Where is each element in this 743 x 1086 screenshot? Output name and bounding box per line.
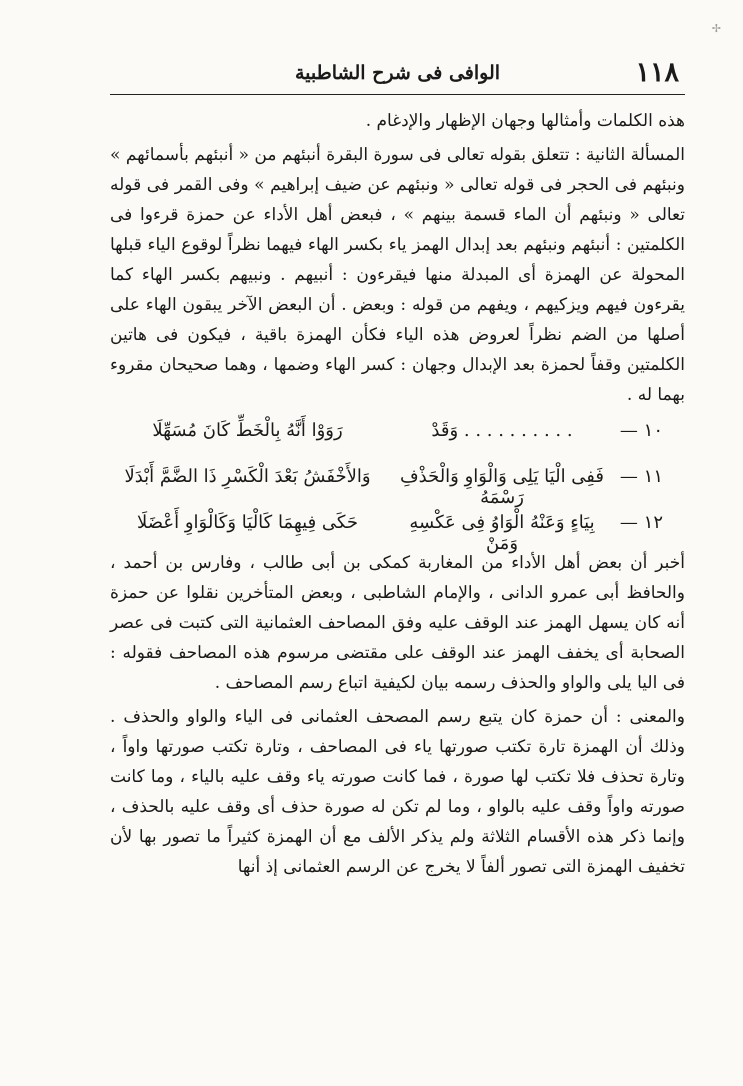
page-body bbox=[110, 106, 685, 882]
corner-mark: ✢ bbox=[711, 22, 721, 35]
verse-line bbox=[110, 410, 685, 456]
verse-line bbox=[110, 502, 685, 554]
paragraph-intro: هذه الكلمات وأمثالها وجهان الإظهار والإدغام . bbox=[365, 111, 685, 131]
verse-block bbox=[110, 410, 685, 554]
running-title: الوافى فى شرح الشاطبية bbox=[294, 62, 501, 84]
verse-hemistich-second: حَكَى فِيهِمَا كَالْيَا وَكَالْوَاوِ أَعْضَلَا bbox=[137, 512, 358, 533]
verse-hemistich-second: وَالأَخْفَشُ بَعْدَ الْكَسْرِ ذَا الضَّمَّ أَبْدَلَا bbox=[124, 466, 371, 487]
paragraph-explanation: أخبر أن بعض أهل الأداء من المغاربة كمكى بن أبى طالب ، وفارس بن أحمد ، والحافظ أبى عمرو الدانى ، والإمام الشاطبى ، وبعض المتأخرين نقلوا عن حمزة أنه كان يسهل الهمز عند الوقف عليه وفق المصاحف العثمانية التى كتبت فى عصر الصحابة أى يخفف الهمز عند الوقف على مقتضى مرسوم هذه المصاحف فقوله : فى اليا يلى والواو والحذف رسمه بيان لكيفية اتباع رسم المصاحف . bbox=[110, 553, 685, 693]
verse-line bbox=[110, 456, 685, 508]
page-number: ١١٨ bbox=[635, 57, 679, 88]
verse-number: ١١ — bbox=[619, 466, 663, 487]
paragraph-meaning: والمعنى : أن حمزة كان يتبع رسم المصحف العثمانى فى الياء والواو والحذف . وذلك أن الهمزة تارة تكتب صورتها ياء فى المصاحف ، وتارة تكتب صورتها واواً ، وتارة تحذف فلا تكتب لها صورة ، فما كانت صورته ياء وقف عليه بالياء ، وما كانت صورته واواً وقف عليه بالواو ، وما لم تكن له صورة حذف أى وقف عليه بالحذف ، وإنما ذكر هذه الأقسام الثلاثة ولم يذكر الألف مع أن الهمزة كثيراً ما تصور بها لأن تخفيف الهمزة التى تصور ألفاً لا يخرج عن الرسم العثمانى إذ أنها bbox=[110, 707, 685, 877]
verse-hemistich-first: . . . . . . . . . . وَقَدْ bbox=[431, 420, 573, 441]
verse-hemistich-second: رَوَوْا أَنَّهُ بِالْخَطِّ كَانَ مُسَهِّلَا bbox=[152, 420, 343, 441]
verse-number: ١٠ — bbox=[619, 420, 663, 441]
page-header bbox=[110, 56, 685, 90]
verse-hemistich-first: بِيَاءٍ وَعَنْهُ الْوَاوُ فِى عَكْسِهِ وَمَنْ bbox=[409, 512, 595, 554]
verse-number: ١٢ — bbox=[619, 512, 663, 533]
verse-hemistich-first: فَفِى الْيَا يَلِى وَالْوَاوِ وَالْحَذْفِ رَسْمَهُ bbox=[399, 466, 605, 508]
header-rule bbox=[110, 94, 685, 95]
paragraph-second-issue: المسألة الثانية : تتعلق بقوله تعالى فى سورة البقرة أنبئهم من « أنبئهم بأسمائهم » ونبئهم فى الحجر فى قوله تعالى « ونبئهم عن ضيف إبراهيم » وفى القمر فى قوله تعالى « ونبئهم أن الماء قسمة بينهم » ، فبعض أهل الأداء عن حمزة قرءوا فى الكلمتين : أنبئهم ونبئهم بعد إبدال الهمز ياء بكسر الهاء فيهما نظراً لوقوع الياء قبلها المحولة عن الهمزة أى المبدلة منها فيقرءون : أنبيهم . ونبيهم بكسر الهاء كما يقرءون فيهم ويزكيهم ، ويفهم من قوله : وبعض . أن البعض الآخر يبقون الهاء على أصلها من الضم نظراً لعروض هذه الياء فكأن الهمزة باقية ، فيكون فى هاتين الكلمتين وقفاً لحمزة بعد الإبدال وجهان : كسر الهاء وضمها ، وهما صحيحان مقروء بهما له . bbox=[110, 145, 685, 405]
